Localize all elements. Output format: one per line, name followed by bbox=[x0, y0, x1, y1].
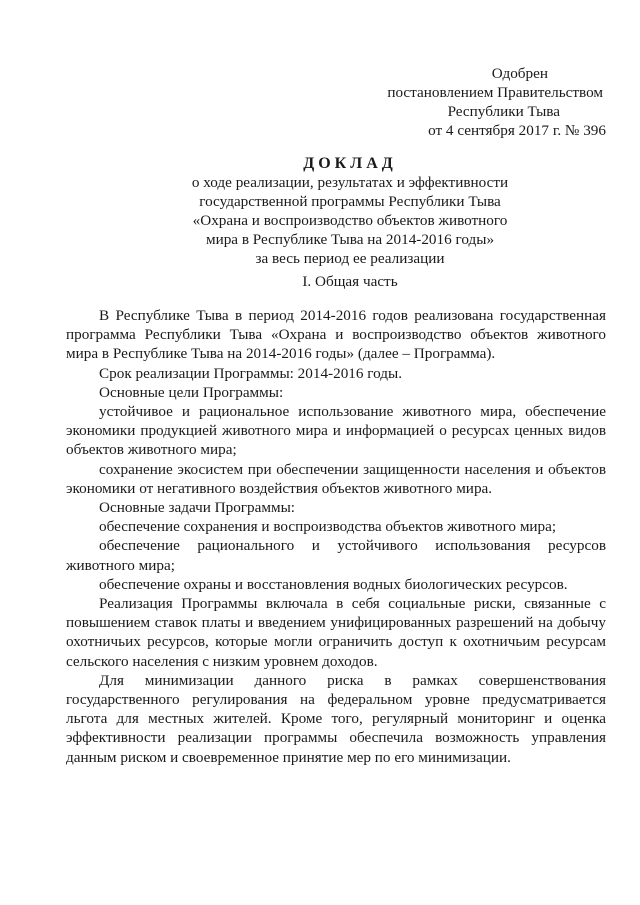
paragraph: Основные цели Программы: bbox=[99, 383, 284, 401]
report-subtitle-line: «Охрана и воспроизводство объектов животного bbox=[192, 212, 508, 229]
paragraph: Реализация Программы включала в себя социальные риски, связанные с повышением ставок платы и введением унифицированных разрешений на добычу охотничьих ресурсов, которые могли ограничить доступ к охотничьим ресурсам сельского населения с низким уровнем доходов. bbox=[66, 595, 606, 670]
approval-line-resolution: постановлением Правительством bbox=[387, 84, 603, 101]
report-header bbox=[100, 154, 600, 268]
approval-line-approved: Одобрен bbox=[491, 65, 548, 82]
paragraph: обеспечение сохранения и воспроизводства объектов животного мира; bbox=[99, 518, 557, 536]
approval-line-republic: Республики Тыва bbox=[447, 103, 560, 120]
paragraph: Для минимизации данного риска в рамках совершенствования государственного регулирования на федеральном уровне предусматривается льгота для местных жителей. Кроме того, регулярный мониторинг и оценка эффективности реализации программы обеспечила возможность управления данным риском и своевременное принятие мер по его минимизации. bbox=[66, 671, 606, 766]
paragraph: обеспечение охраны и восстановления водных биологических ресурсов. bbox=[99, 575, 568, 593]
approval-block bbox=[378, 64, 618, 140]
paragraph: устойчивое и рациональное использование животного мира, обеспечение экономики продукцией животного мира и информацией о ресурсах ценных видов объектов животного мира; bbox=[66, 403, 606, 459]
paragraph: обеспечение рационального и устойчивого использования ресурсов животного мира; bbox=[66, 537, 606, 574]
report-subtitle-line: о ходе реализации, результатах и эффективности bbox=[191, 174, 509, 191]
paragraph: сохранение экосистем при обеспечении защищенности населения и объектов экономики от негативного воздействия объектов животного мира. bbox=[66, 460, 606, 497]
report-subtitle-line: за весь период ее реализации bbox=[255, 250, 445, 267]
paragraph: В Республике Тыва в период 2014-2016 годов реализована государственная программа Республики Тыва «Охрана и воспроизводство объектов животного мира в Республике Тыва на 2014-2016 годы» (далее – Программа). bbox=[66, 307, 606, 363]
document-body bbox=[66, 306, 606, 767]
report-subtitle-line: мира в Республике Тыва на 2014-2016 годы» bbox=[205, 231, 495, 248]
section-title: I. Общая часть bbox=[302, 273, 398, 290]
paragraph: Основные задачи Программы: bbox=[99, 499, 295, 517]
report-title: ДОКЛАД bbox=[303, 155, 397, 172]
paragraph: Срок реализации Программы: 2014-2016 годы. bbox=[99, 364, 403, 382]
approval-line-date-number: от 4 сентября 2017 г. № 396 bbox=[428, 122, 606, 139]
report-subtitle-line: государственной программы Республики Тыва bbox=[199, 193, 501, 210]
